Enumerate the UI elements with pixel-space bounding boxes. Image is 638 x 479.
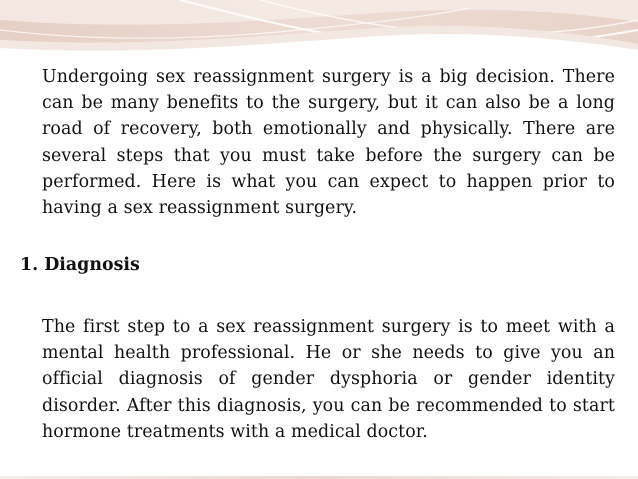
section-title: Diagnosis [44,255,140,275]
diagnosis-paragraph: The first step to a sex reassignment surgery is to meet with a mental health professional. He or she needs to give you an official diagnosis of gender dysphoria or gender identity disorder. After this diagnosis, you can be recommended to start hormone treatments with a medical doctor. [42,317,615,442]
intro-paragraph: Undergoing sex reassignment surgery is a big decision. There can be many benefits to the surgery, but it can also be a long road of recovery, both emotionally and physically. There are several steps that you must take before the surgery can be performed. Here is what you can expect to happen prior to having a sex reassignment surgery. [42,67,615,219]
section-heading [20,252,140,278]
section-number: 1. [20,255,39,275]
